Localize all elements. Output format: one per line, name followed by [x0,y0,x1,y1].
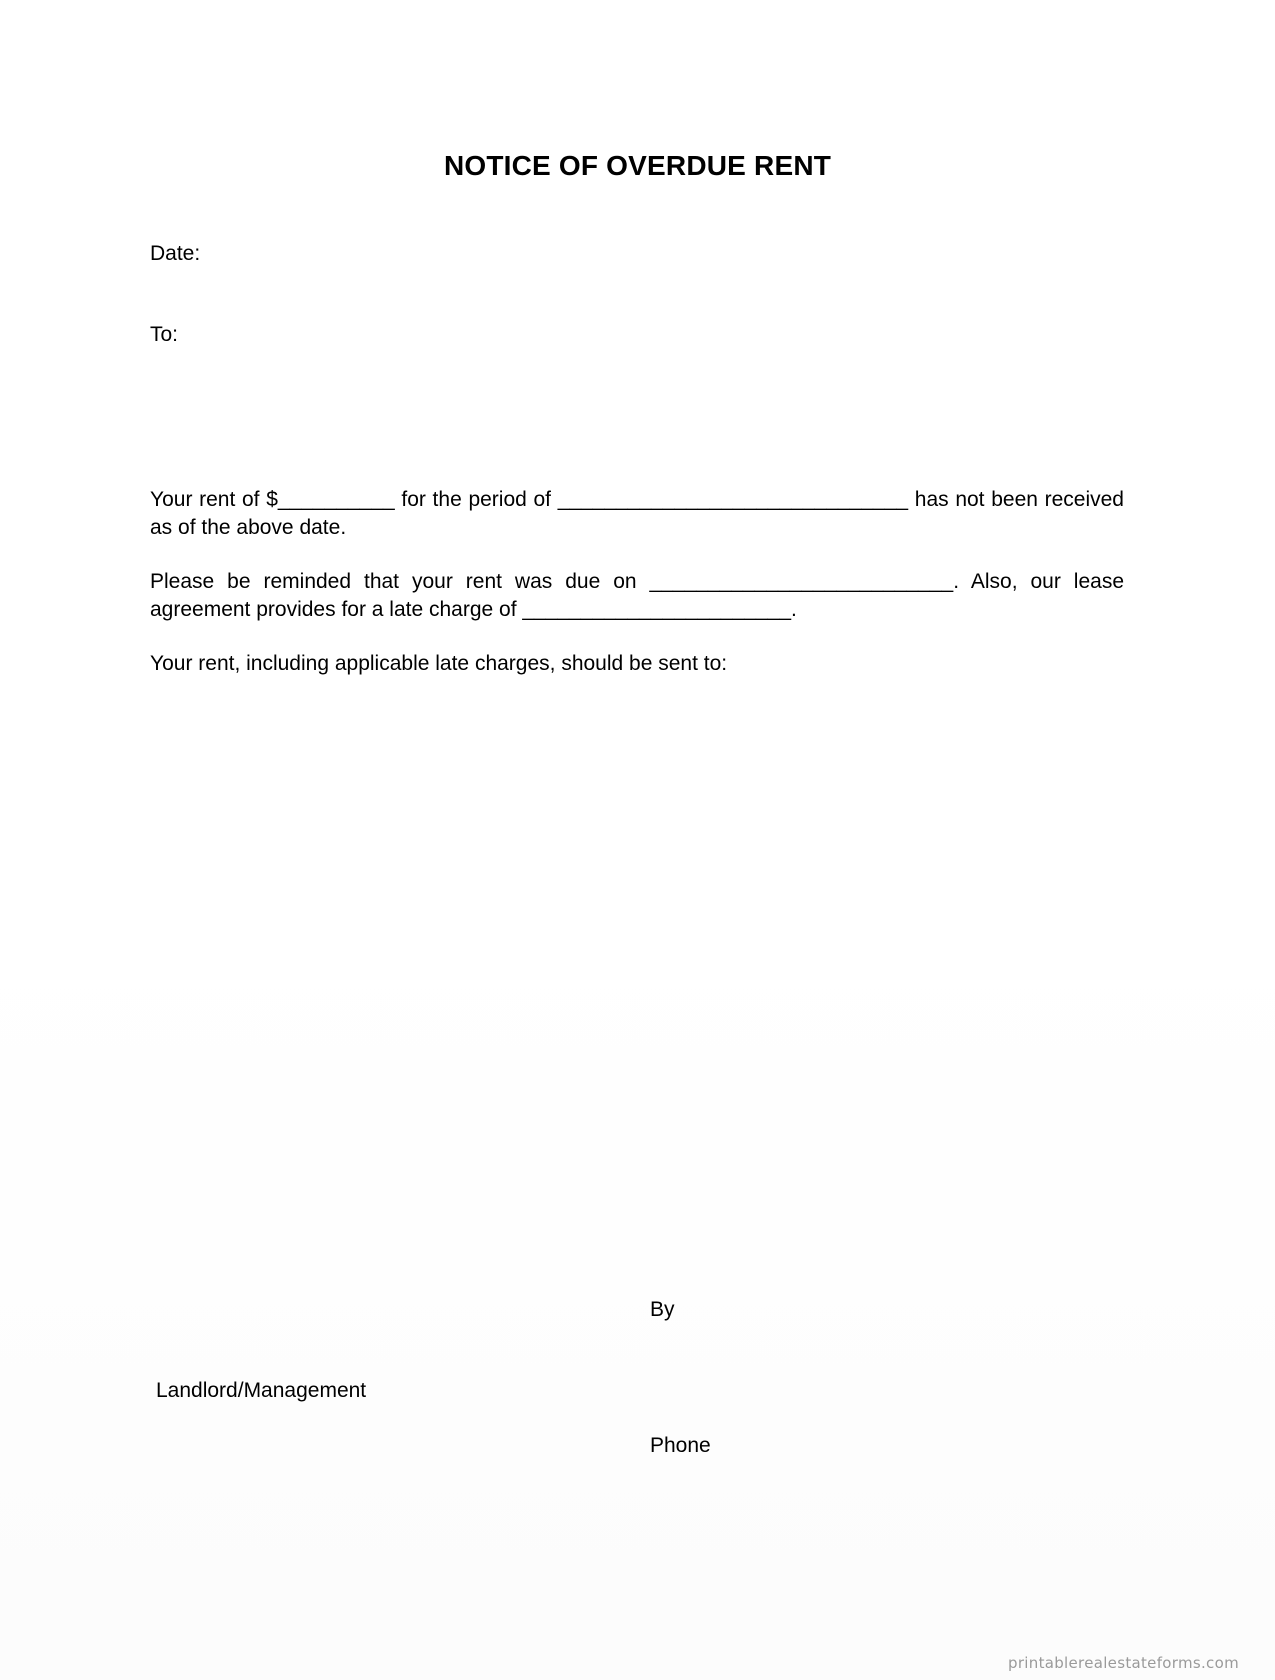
by-label: By [650,1298,675,1321]
document-title: NOTICE OF OVERDUE RENT [443,150,832,181]
landlord-management-label: Landlord/Management [156,1379,367,1402]
to-label: To: [150,323,179,346]
payment-address-paragraph: Your rent, including applicable late charges, should be sent to: [150,652,728,675]
rent-amount-paragraph: Your rent of $__________ for the period of ______________________________ has not been received as of the above date. [150,488,1124,539]
date-label: Date: [150,242,201,265]
site-watermark: printablerealestateforms.com [1008,1654,1239,1672]
phone-label: Phone [650,1434,711,1457]
due-date-paragraph: Please be reminded that your rent was due on __________________________. Also, our lease agreement provides for a late charge of _______________________. [150,570,1124,621]
